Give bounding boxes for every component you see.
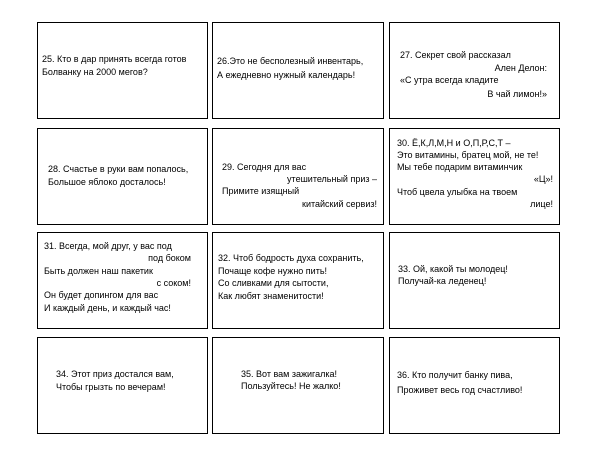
card-line: Пользуйтесь! Не жалко! <box>241 381 341 391</box>
card-25 <box>37 22 208 119</box>
card-line: лице! <box>530 199 553 209</box>
card-line: Болванку на 2000 мегов? <box>42 67 148 77</box>
card-line: Как любят знаменитости! <box>218 291 324 301</box>
card-line: Мы тебе подарим витаминчик <box>397 162 523 172</box>
card-line: китайский сервиз! <box>302 199 377 209</box>
card-line: 29. Сегодня для вас <box>222 162 307 172</box>
card-34 <box>37 337 208 434</box>
card-line: 32. Чтоб бодрость духа сохранить, <box>218 253 364 263</box>
card-32 <box>212 232 384 329</box>
card-29 <box>212 128 384 225</box>
card-27 <box>389 22 560 119</box>
card-line: Чтоб цвела улыбка на твоем <box>397 187 518 197</box>
card-line: под боком <box>148 253 191 263</box>
card-33 <box>389 232 560 329</box>
card-line: 36. Кто получит банку пива, <box>397 370 513 380</box>
card-line: Проживет весь год счастливо! <box>397 385 523 395</box>
card-line: 27. Секрет свой рассказал <box>400 50 511 60</box>
card-line: 28. Счастье в руки вам попалось, <box>48 164 189 174</box>
card-line: «Ц»! <box>533 174 553 184</box>
card-line: Чтобы грызть по вечерам! <box>56 382 166 392</box>
card-line: с соком! <box>156 278 191 288</box>
card-line: утешительный приз – <box>287 174 377 184</box>
card-line: Большое яблоко досталось! <box>48 177 166 187</box>
card-line: Со сливками для сытости, <box>218 278 329 288</box>
card-line: 31. Всегда, мой друг, у вас под <box>44 241 172 251</box>
card-28 <box>37 128 208 225</box>
card-30 <box>389 128 560 225</box>
card-line: 30. Ё,К,Л,М,Н и О,П,Р,С,Т – <box>397 138 511 148</box>
card-line: Быть должен наш пакетик <box>44 266 153 276</box>
card-31 <box>37 232 208 329</box>
card-line: 26.Это не бесполезный инвентарь, <box>217 56 364 66</box>
card-35 <box>212 337 384 434</box>
card-36 <box>389 337 560 434</box>
card-26 <box>212 22 384 119</box>
card-line: А ежедневно нужный календарь! <box>217 70 356 80</box>
card-line: Получай-ка леденец! <box>398 276 487 286</box>
card-line: 25. Кто в дар принять всегда готов <box>42 54 187 64</box>
card-line: «С утра всегда кладите <box>400 75 499 85</box>
card-line: И каждый день, и каждый час! <box>44 303 171 313</box>
card-line: Он будет допингом для вас <box>44 290 159 300</box>
card-line: В чай лимон!» <box>487 89 547 99</box>
card-line: 34. Этот приз достался вам, <box>56 369 174 379</box>
card-line: 35. Вот вам зажигалка! <box>241 369 337 379</box>
card-line: Примите изящный <box>222 186 300 196</box>
card-line: Ален Делон: <box>494 63 547 73</box>
card-line: Это витамины, братец мой, не те! <box>397 150 539 160</box>
card-line: Почаще кофе нужно пить! <box>218 266 328 276</box>
card-line: 33. Ой, какой ты молодец! <box>398 264 508 274</box>
